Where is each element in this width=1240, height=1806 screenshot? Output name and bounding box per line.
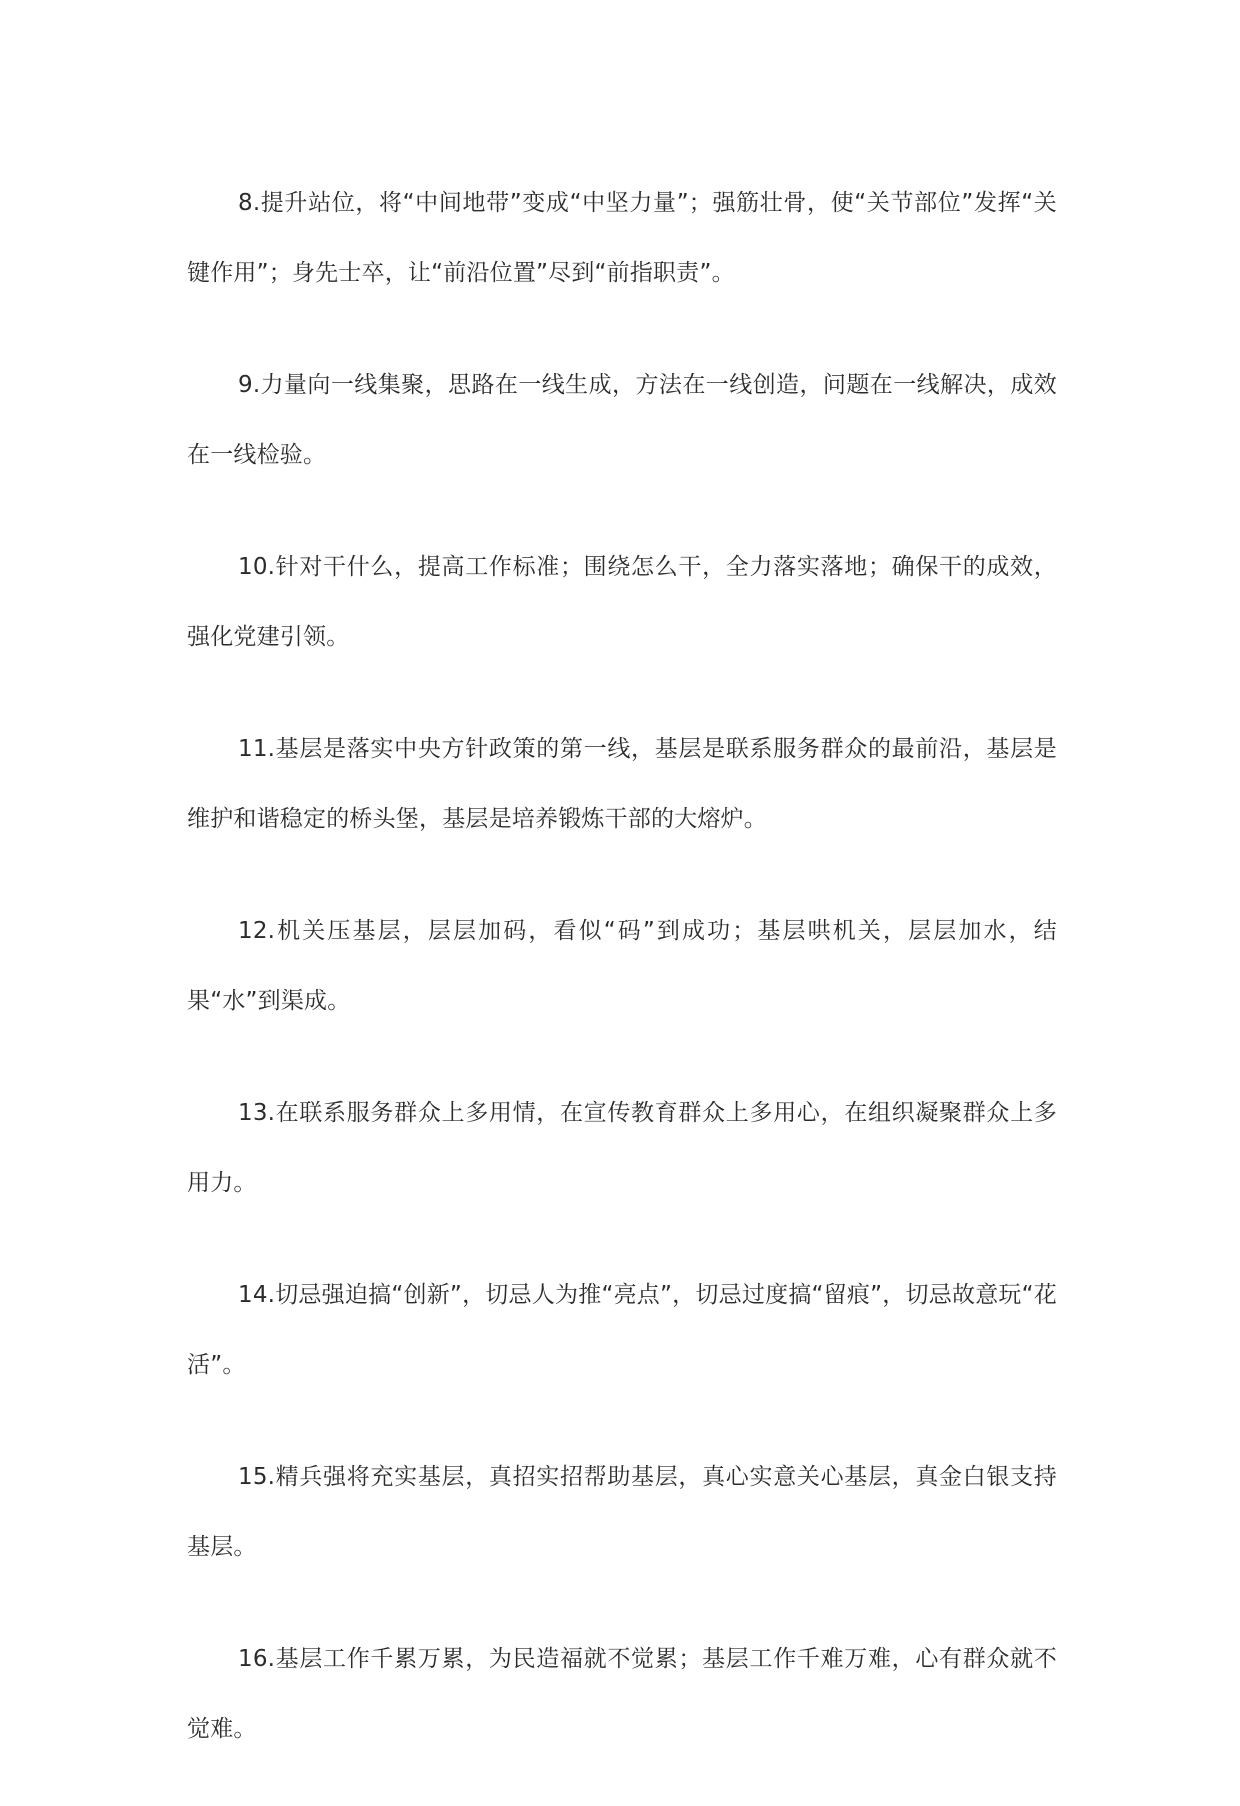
- paragraph-8: 8.提升站位，将“中间地带”变成“中坚力量”；强筋壮骨，使“关节部位”发挥“关键作用”；身先士卒，让“前沿位置”尽到“前指职责”。: [187, 190, 1057, 286]
- paragraph-10: 10.针对干什么，提高工作标准；围绕怎么干，全力落实落地；确保干的成效，强化党建引领。: [187, 554, 1057, 650]
- paragraph-13: 13.在联系服务群众上多用情，在宣传教育群众上多用心，在组织凝聚群众上多用力。: [187, 1100, 1057, 1196]
- paragraph-16: 16.基层工作千累万累，为民造福就不觉累；基层工作千难万难，心有群众就不觉难。: [187, 1646, 1057, 1742]
- document-body: [187, 168, 1057, 1806]
- paragraph-15: 15.精兵强将充实基层，真招实招帮助基层，真心实意关心基层，真金白银支持基层。: [187, 1464, 1057, 1560]
- paragraph-12: 12.机关压基层，层层加码，看似“码”到成功；基层哄机关，层层加水，结果“水”到渠成。: [187, 918, 1057, 1014]
- paragraph-9: 9.力量向一线集聚，思路在一线生成，方法在一线创造，问题在一线解决，成效在一线检验。: [187, 372, 1057, 468]
- paragraph-14: 14.切忌强迫搞“创新”，切忌人为推“亮点”，切忌过度搞“留痕”，切忌故意玩“花活”。: [187, 1282, 1057, 1378]
- paragraph-11: 11.基层是落实中央方针政策的第一线，基层是联系服务群众的最前沿，基层是维护和谐稳定的桥头堡，基层是培养锻炼干部的大熔炉。: [187, 736, 1057, 832]
